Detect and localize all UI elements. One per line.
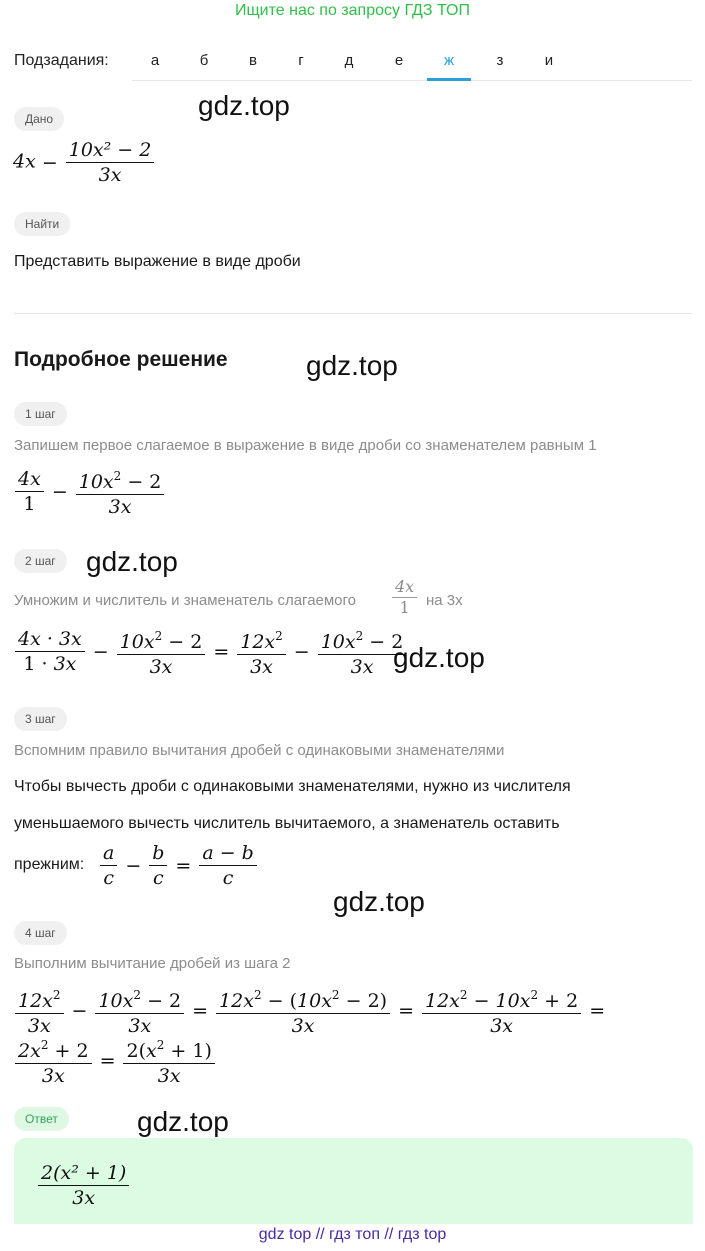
step-2-text: Умножим и числитель и знаменатель слагаемого	[14, 592, 357, 609]
tab-a[interactable]: а	[150, 52, 160, 69]
active-tab-indicator	[427, 78, 471, 81]
given-expression: 4x − $\frac{\text{10x² − 2}}{3x}$	[13, 138, 156, 187]
rule-line-2: уменьшаемого вычесть числитель вычитаемого, а знаменатель оставить	[14, 815, 560, 832]
step-4-text: Выполним вычитание дробей из шага 2	[14, 955, 291, 972]
watermark: gdz.top	[333, 886, 425, 917]
tab-z[interactable]: з	[496, 52, 504, 69]
step-4-expression-line-2: $\frac{2x^2 + 2}{3x}$ = $\frac{2(x^2 + 1)}{3x}$	[13, 1033, 217, 1088]
answer-expression	[36, 1161, 131, 1210]
step-2-inline-fraction: $\frac{4x}{1}$	[390, 577, 419, 618]
divider	[14, 313, 692, 314]
watermark: gdz.top	[86, 546, 178, 577]
solution-title: Подробное решение	[14, 348, 228, 371]
answer-badge: Ответ	[14, 1107, 69, 1131]
answer-denominator: 3x	[72, 1187, 96, 1209]
given-denominator: 3x	[98, 164, 122, 186]
rule-formula: $\frac{a}{c}$ − $\frac{b}{c}$ = $\frac{a - b}{c}$	[98, 841, 259, 890]
tab-b[interactable]: б	[199, 52, 209, 69]
watermark: gdz.top	[137, 1106, 229, 1137]
step-1-badge: 1 шаг	[14, 402, 67, 426]
subtask-tabs	[132, 46, 692, 81]
subtasks-label: Подзадания:	[14, 52, 109, 69]
find-text: Представить выражение в виде дроби	[14, 253, 301, 270]
step-3-badge: 3 шаг	[14, 707, 67, 731]
step-1-expression: $\frac{4x}{1}$ − $\frac{10x^2 - 2}{3x}$	[13, 464, 166, 519]
watermark: gdz.top	[393, 642, 485, 673]
step-1-text: Запишем первое слагаемое в выражение в виде дроби со знаменателем равным 1	[14, 437, 597, 454]
step-4-expression-line-1: $\frac{12x^2}{3x}$ − $\frac{10x^2 - 2}{3x}$ = $\frac{12x^2 - (10x^2 - 2)}{3x}$ = $\frac{12x^2 - 10x^2 + 2}{3x}$ =	[13, 983, 611, 1038]
step-4-badge: 4 шаг	[14, 921, 67, 945]
watermark: gdz.top	[306, 350, 398, 381]
step-3-text: Вспомним правило вычитания дробей с одинаковыми знаменателями	[14, 742, 505, 759]
tab-i[interactable]: и	[544, 52, 554, 69]
step-2-text-tail: на 3x	[426, 592, 463, 609]
given-badge: Дано	[14, 107, 64, 131]
watermark: gdz.top	[198, 90, 290, 121]
rule-line-1: Чтобы вычесть дроби с одинаковыми знаменателями, нужно из числителя	[14, 778, 571, 795]
find-badge: Найти	[14, 212, 70, 236]
tab-d[interactable]: д	[344, 52, 354, 69]
tab-v[interactable]: в	[249, 52, 257, 69]
given-term: 4x	[13, 150, 36, 173]
footer-watermark: gdz top // гдз топ // гдз top	[258, 1226, 447, 1243]
step-2-badge: 2 шаг	[14, 549, 67, 573]
rule-line-3: прежним:	[14, 856, 85, 873]
tab-zh[interactable]: ж	[443, 52, 455, 69]
step-2-expression: $\frac{4x \cdot 3x}{1 \cdot 3x}$ − $\frac{10x^2 - 2}{3x}$ = $\frac{12x^2}{3x}$ − $\frac{10x^2 - 2}{3x}$	[13, 624, 408, 679]
search-banner: Ищите нас по запросу ГДЗ ТОП	[235, 2, 470, 19]
tab-g[interactable]: г	[298, 52, 304, 69]
answer-numerator: 2(x² + 1)	[38, 1161, 129, 1186]
given-numerator: 10x² − 2	[66, 138, 155, 163]
tab-e[interactable]: е	[394, 52, 404, 69]
